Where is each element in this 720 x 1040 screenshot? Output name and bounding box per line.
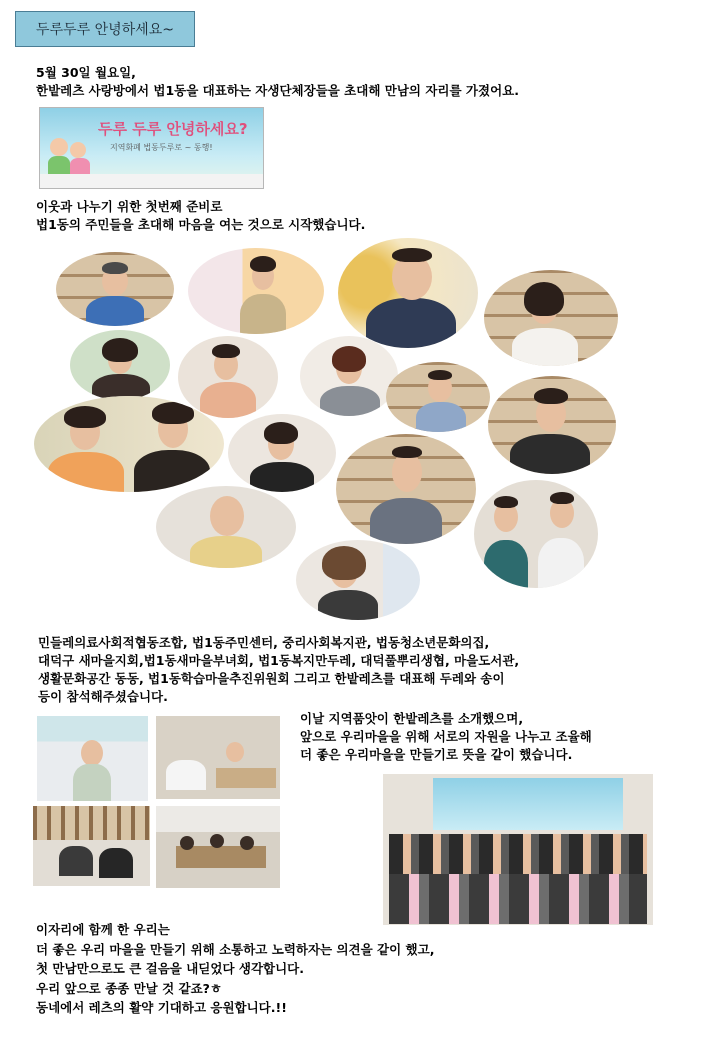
intro-date: 5월 30일 월요일,	[36, 65, 136, 80]
first-step-text	[36, 198, 365, 234]
first-step-line: 이웃과 나누기 위한 첫번째 준비로	[36, 199, 223, 214]
closing-line: 이자리에 함께 한 우리는	[36, 922, 170, 937]
meeting-photo	[33, 806, 150, 886]
participants-text	[38, 634, 519, 706]
participant-photo	[296, 540, 420, 620]
participant-photo	[386, 362, 490, 432]
meeting-photo	[156, 806, 280, 888]
introduce-line: 앞으로 우리마을을 위해 서로의 자원을 나누고 조율해	[300, 729, 592, 744]
closing-line: 동네에서 레츠의 활약 기대하고 응원합니다.!!	[36, 1000, 287, 1015]
participant-photo	[488, 376, 616, 474]
introduce-line: 이날 지역품앗이 한밭레츠를 소개했으며,	[300, 711, 524, 726]
participants-line: 민들레의료사회적협동조합, 법1동주민센터, 중리사회복지관, 법동청소년문화의집,	[38, 635, 490, 650]
meeting-photo	[156, 716, 280, 799]
participant-photo	[34, 396, 224, 492]
closing-text	[36, 920, 434, 1018]
closing-line: 우리 앞으로 종종 만날 것 같죠?ㅎ	[36, 980, 222, 996]
banner-title: 두루 두루 안녕하세요?	[98, 120, 248, 138]
first-step-line: 법1동의 주민들을 초대해 마음을 여는 것으로 시작했습니다.	[36, 217, 366, 232]
participants-line: 등이 참석해주셨습니다.	[38, 689, 168, 704]
closing-line: 더 좋은 우리 마을을 만들기 위해 소통하고 노력하자는 의견을 같이 했고,	[36, 941, 435, 957]
child-illustration	[48, 156, 70, 174]
page-title: 두루두루 안녕하세요~	[15, 11, 195, 47]
participants-line: 생활문화공간 동동, 법1동학습마을추진위원회 그리고 한밭레츠를 대표해 두레와 송이	[38, 671, 505, 686]
child-illustration	[50, 138, 68, 156]
introduce-text	[300, 710, 592, 764]
child-illustration	[70, 158, 90, 174]
closing-line: 첫 만남만으로도 큰 걸음을 내딛었다 생각합니다.	[36, 961, 305, 976]
participant-photo	[156, 486, 296, 568]
banner-strip	[40, 174, 263, 188]
participant-photo	[70, 330, 170, 400]
participants-line: 대덕구 새마을지회,법1동새마을부녀회, 법1동복지만두레, 대덕풀뿌리생협, 마을도서관,	[38, 653, 520, 668]
event-banner-photo	[39, 107, 264, 189]
participant-photo	[338, 238, 478, 348]
intro-line: 한밭레츠 사랑방에서 법1동을 대표하는 자생단체장들을 초대해 만남의 자리를 가졌어요.	[36, 83, 519, 98]
participant-photo	[300, 336, 398, 416]
intro-text	[36, 64, 519, 100]
participant-photo	[228, 414, 336, 492]
banner-subtitle: 지역화폐 법동두루로 ~ 동행!	[110, 143, 213, 152]
participant-photo	[474, 480, 598, 588]
meeting-photo	[37, 716, 148, 801]
participant-photo	[484, 270, 618, 366]
participant-photo	[188, 248, 324, 334]
introduce-line: 더 좋은 우리마을을 만들기로 뜻을 같이 했습니다.	[300, 747, 573, 762]
participant-photo	[56, 252, 174, 326]
participant-photo	[336, 434, 476, 544]
group-photo	[383, 774, 653, 925]
child-illustration	[70, 142, 86, 158]
